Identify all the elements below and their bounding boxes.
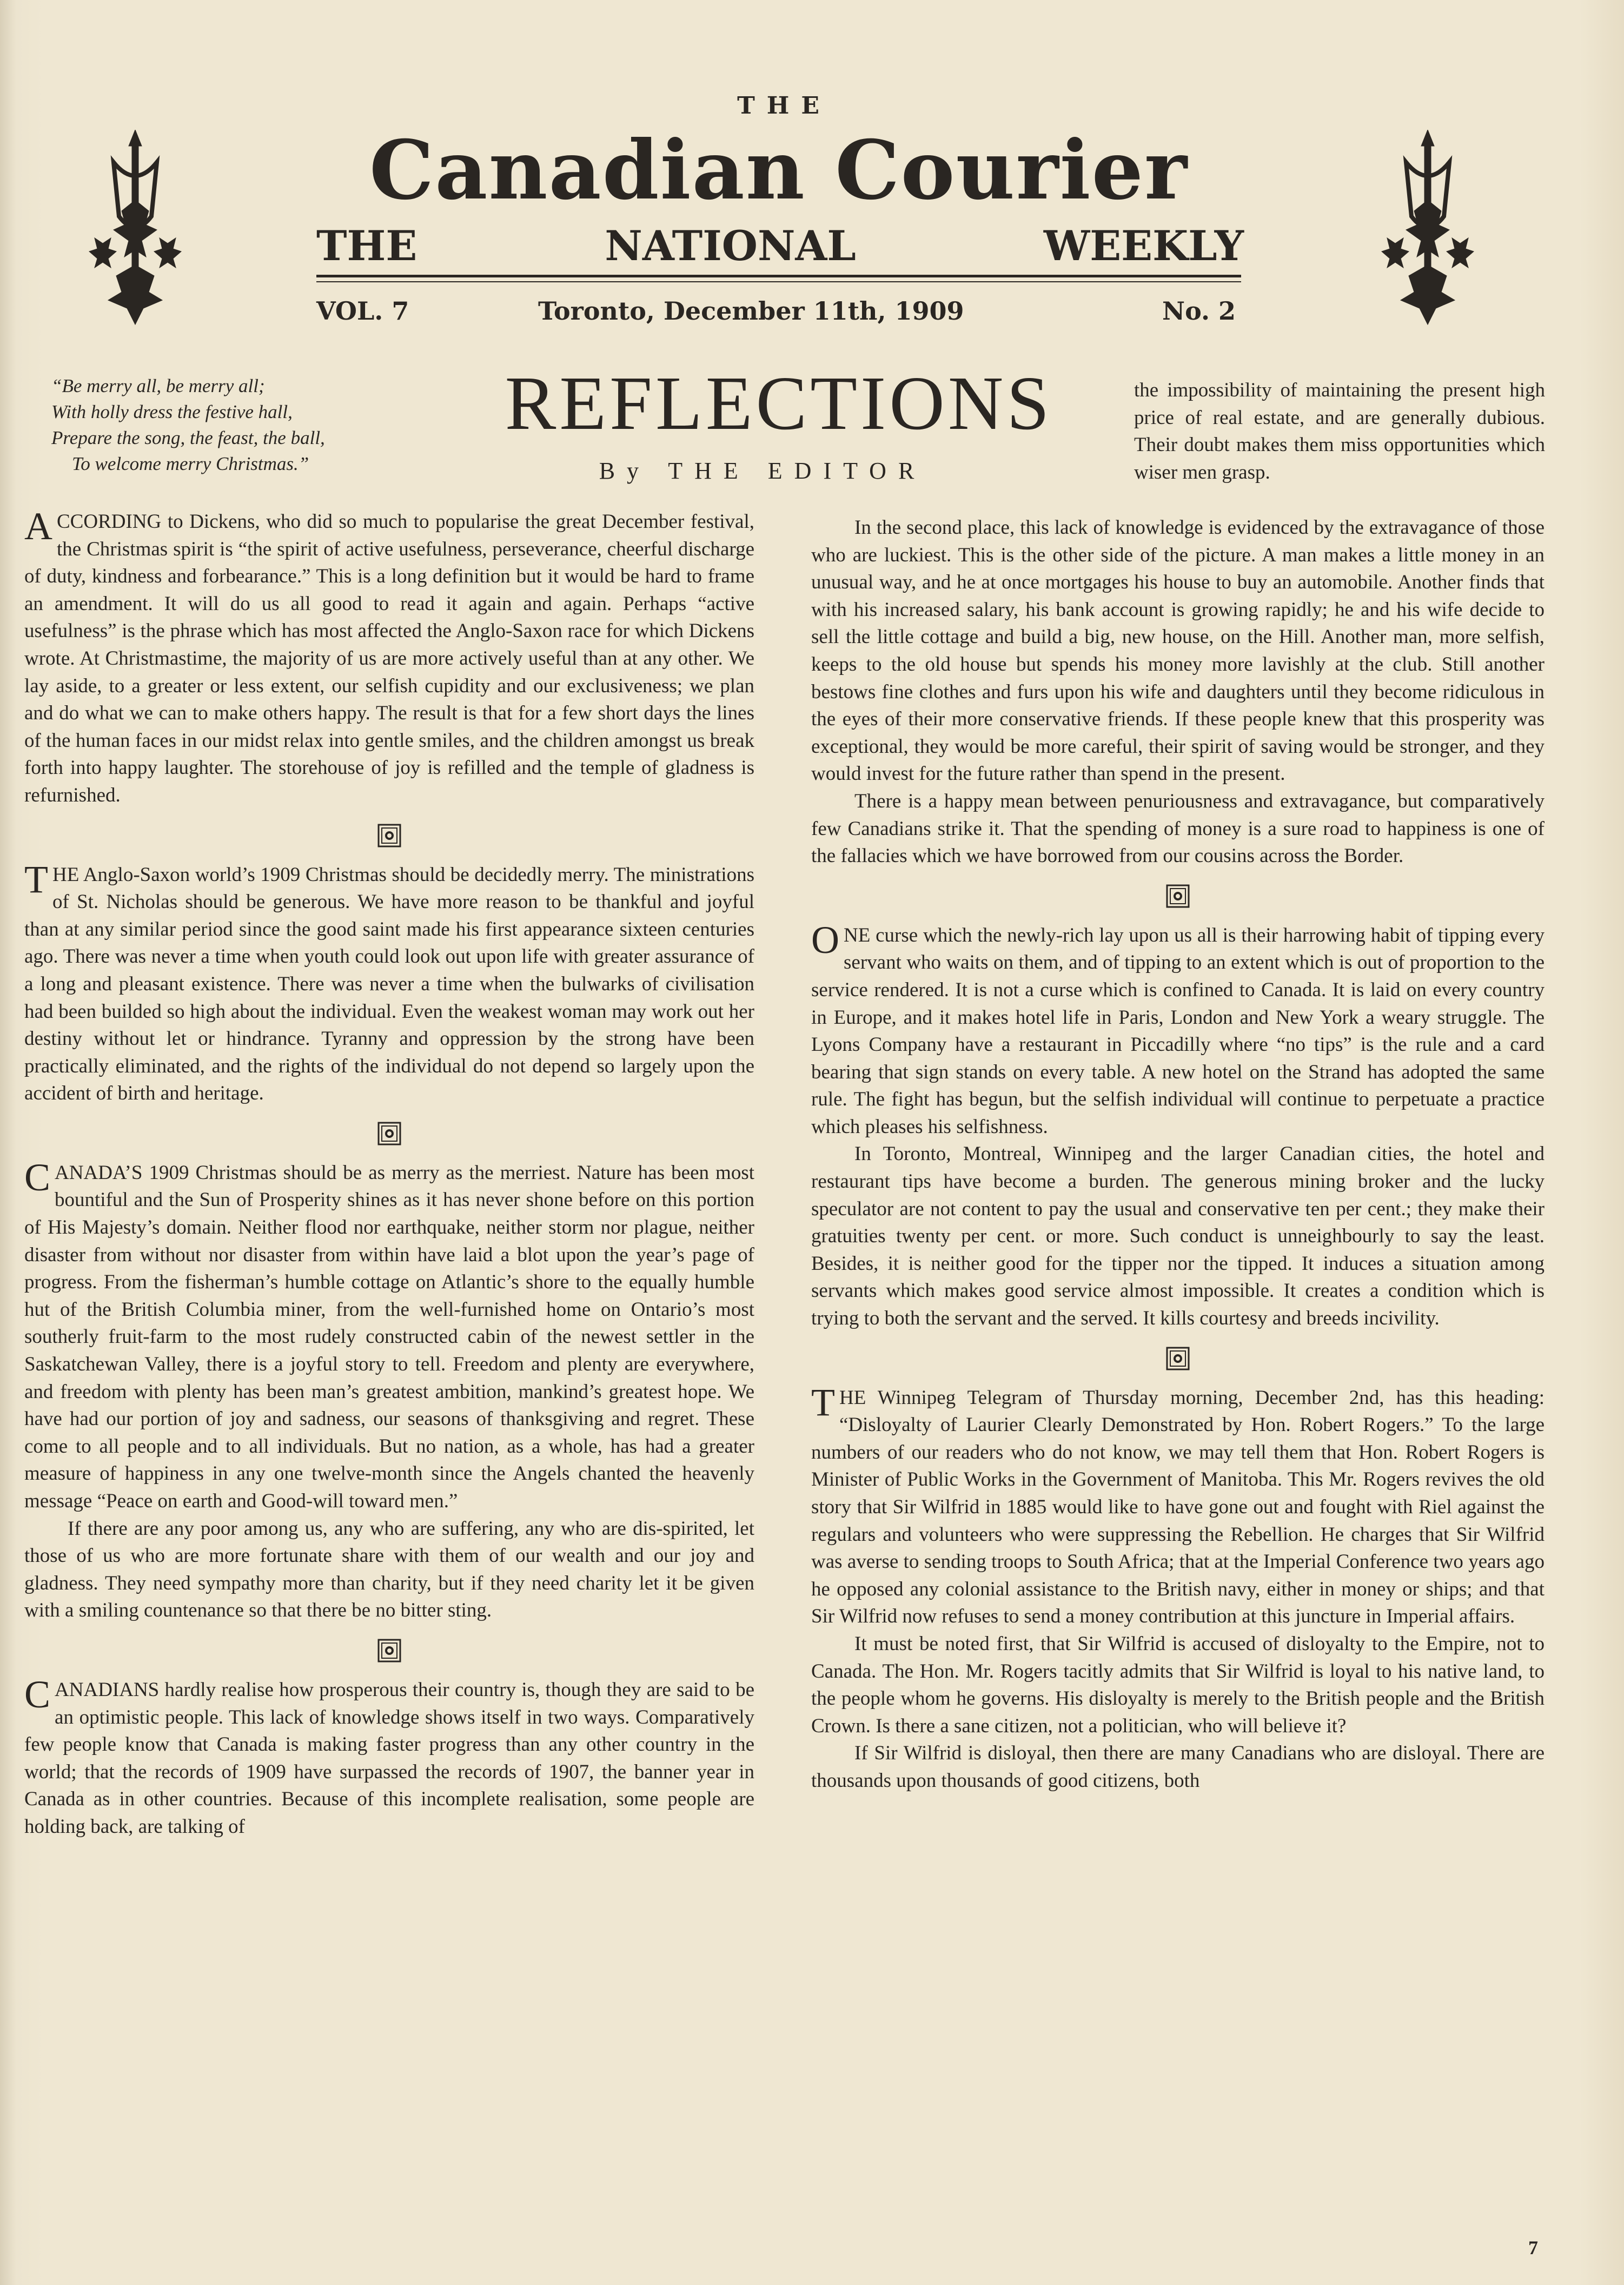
section-ornament-icon [377,1122,401,1145]
masthead-rule [316,281,1241,282]
maple-leaf-emblem-icon [81,130,189,330]
paragraph: If there are any poor among us, any who are suffering, any who are dis-spirited, let those of us who are more fortunate share with them of our wealth and our joy and gladness. They need sympathy more than charity, but if they need charity let it be given with a smiling countenance so that there be no bitter sting. [24,1517,754,1622]
section-separator [811,1333,1545,1385]
maple-leaf-emblem-icon [1374,130,1482,330]
paragraph-dropcap: THE Anglo-Saxon world’s 1909 Christmas should be decidedly merry. The ministrations of St. Nicholas should be generous. We have more reason to be thankful and joyful than at any similar period since the good saint made his first appearance sixteen centuries ago. There was never a time when youth could look out upon life with greater assurance of a long and pleasant existence. There was never a time when the bulwarks of civilisation had been builded so high about the individual. Even the weakest woman may work out her destiny without let or hindrance. Tyranny and oppression by the strong have been practically eliminated, and the rights of the individual do not depend so largely upon the accident of birth and heritage. [24,857,754,1105]
poem-line: Prepare the song, the feast, the ball, [51,427,325,448]
poem-line: “Be merry all, be merry all; [51,375,265,396]
masthead-the: THE [737,92,831,120]
paragraph: If Sir Wilfrid is disloyal, then there are many Canadians who are disloyal. There are thousands upon thousands of good citizens, both [811,1742,1545,1792]
epigraph-poem [51,373,430,477]
section-ornament-icon [377,824,401,847]
section-separator [24,810,754,862]
issue-number: No. 2 [1162,296,1236,326]
page-number: 7 [1528,2237,1538,2258]
section-ornament-icon [377,1639,401,1663]
section-separator [811,870,1545,922]
issue-info [316,296,1236,329]
paragraph: There is a happy mean between penuriousness and extravagance, but comparatively few Canadians strike it. That the spending of money is a sure road to happiness is one of the fallacies which we have borrowed from our cousins across the Border. [811,790,1545,867]
section-ornament-icon [1166,1347,1190,1370]
paragraph-dropcap: CANADIANS hardly realise how prosperous their country is, though they are said to be an optimistic people. This lack of knowledge shows itself in two ways. Comparatively few people know that Canada is making faster progress than any other country in the world; that the records of 1909 have surpassed the records of 1907, the banner year in Canada as in other countries. Because of this incomplete realisation, some people are holding back, are talking of [24,1672,754,1838]
column-right [811,514,1545,1795]
paragraph-dropcap: THE Winnipeg Telegram of Thursday morning, December 2nd, has this heading: “Disloyalty of Laurier Clearly Demonstrated by Hon. Robert Rogers.” To the large numbers of our readers who do not know, we may tell them that Hon. Robert Rogers is Minister of Public Works in the Government of Manitoba. This Mr. Rogers revives the old story that Sir Wilfrid in 1885 would like to have gone out and fought with Riel against the regulars and volunteers who were suppressing the Rebellion. He charges that Sir Wilfrid was averse to sending troops to South Africa; that at the Imperial Conference two years ago he opposed any colonial assistance to the British navy, either in money or ships; and that Sir Wilfrid now refuses to send a money contribution at this juncture in Imperial affairs. [811,1380,1545,1628]
paragraph: In Toronto, Montreal, Winnipeg and the larger Canadian cities, the hotel and restaurant tips have become a burden. The generous mining broker and the lucky speculator are not content to pay the usual and conservative ten per cent.; they make their gratuities twenty per cent. or more. Such conduct is unneighbourly to say the least. Besides, it is neither good for the tipper nor the tipped. It induces a situation among servants which makes good service almost impossible. It creates a condition which is trying to both the servant and the served. It kills courtesy and breeds incivility. [811,1143,1545,1330]
section-separator [24,1108,754,1160]
headline: REFLECTIONS [505,360,1053,446]
subtitle-word: WEEKLY [1043,222,1244,270]
paragraph-dropcap: CANADA’S 1909 Christmas should be as merry as the merriest. Nature has been most bountiful and the Sun of Prosperity shines as it has never shone before on this portion of His Majesty’s domain. Neither flood nor earthquake, neither storm nor plague, neither disaster from without nor disaster from within have laid a blot upon the year’s page of progress. From the fisherman’s humble cottage on Atlantic’s shore to the equally humble hut of the British Columbia miner, from the well-furnished home on Ontario’s most southerly fruit-farm to the most rudely constructed cabin of the newest settler in the Saskatchewan Valley, there is a joyful story to tell. Freedom and plenty are everywhere, and freedom with plenty has been man’s greatest ambition, mankind’s greatest hope. We have had our portion of joy and sadness, our seasons of thanksgiving and regret. These come to all people and to all individuals. But no nation, as a whole, has had a greater measure of happiness in any one twelve-month since the Angels chanted the heavenly message “Peace on earth and Good-will toward men.” [24,1155,754,1512]
column-left [24,505,754,1841]
subtitle-word: NATIONAL [605,222,856,270]
byline: By THE EDITOR [599,458,926,484]
masthead-title: Canadian Courier [369,123,1189,218]
section-ornament-icon [1166,884,1190,908]
issue-date: Toronto, December 11th, 1909 [538,296,964,326]
section-separator [24,1625,754,1677]
paragraph: the impossibility of maintaining the present high price of real estate, and are generally dubious. Their doubt makes them miss opportunities which wiser men grasp. [1134,379,1545,484]
poem-line: To welcome merry Christmas.” [72,453,309,474]
paragraph-dropcap: ACCORDING to Dickens, who did so much to popularise the great December festival, the Christmas spirit is “the spirit of active usefulness, perseverance, cheerful discharge of duty, kindness and forbearance.” This is a long definition but it would be hard to frame an amendment. It will do us all good to read it again and again. Perhaps “active usefulness” is the phrase which has most affected the Anglo-Saxon race for which Dickens wrote. At Christmastime, the majority of us are more actively useful than at any other. We lay aside, to a greater or less extent, our selfish cupidity and our exclusiveness; we plan and do what we can to make others happy. The result is that for a few short days the lines of the human faces in our midst relax into gentle smiles, and the children amongst us break forth into happy laughter. The storehouse of joy is refilled and the temple of gladness is refurnished. [24,505,754,806]
paragraph-dropcap: ONE curse which the newly-rich lay upon us all is their harrowing habit of tipping every servant who waits on them, and of tipping to an extent which is out of proportion to the service rendered. It is not a curse which is confined to Canada. It is laid on every country in Europe, and it makes hotel life in Paris, London and New York a weary struggle. The Lyons Company have a restaurant in Piccadilly where “no tips” is the rule and a card bearing that sign stands on every table. A new hotel on the Strand has adopted the same rule. The fight has begun, but the selfish individual will continue to perpetuate a practice which pleases his selfishness. [811,918,1545,1138]
masthead-rule [316,275,1241,277]
paragraph: In the second place, this lack of knowledge is evidenced by the extravagance of those who are luckiest. This is the other side of the picture. A man makes a little money in an unusual way, and he at once mortgages his house to buy an automobile. Another finds that with his increased salary, his bank account is growing rapidly; he and his wife decide to sell the little cottage and build a big, new house, on the Hill. Another man, more selfish, keeps to the old house but spends his money more lavishly at the club. Still another bestows fine clothes and furs upon his wife and daughters until they become ridiculous in the eyes of their more conservative friends. If these people knew that this prosperity was exceptional, they would be more careful, their spirit of saving would be stronger, and they would invest for the future rather than spend in the present. [811,516,1545,785]
paragraph: It must be noted first, that Sir Wilfrid is accused of disloyalty to the Empire, not to Canada. The Hon. Mr. Rogers tacitly admits that Sir Wilfrid is loyal to his native land, to the people whom he governs. His disloyalty is merely to the British people and the British Crown. Is there a sane citizen, not a politician, who will believe it? [811,1632,1545,1737]
poem-line: With holly dress the festive hall, [51,401,293,422]
masthead-subtitle [316,222,1244,270]
subtitle-word: THE [316,222,417,270]
column-right-top [1134,377,1545,486]
volume: VOL. 7 [316,296,409,326]
